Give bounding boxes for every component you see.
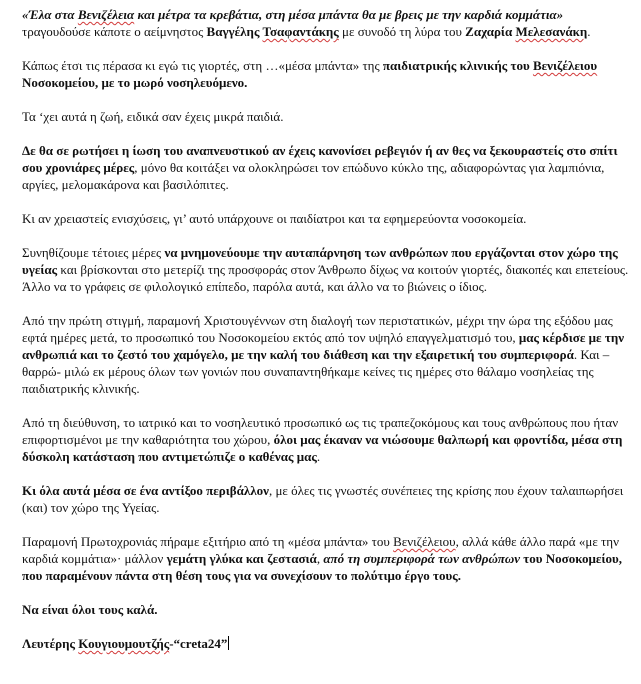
spellcheck-word: Κουγιουμουτζής: [78, 636, 170, 651]
paragraph-staff: [22, 414, 633, 465]
paragraph-environment: [22, 482, 633, 516]
text-run: από τη συμπεριφορά των ανθρώπων: [323, 551, 520, 566]
text-run: Νοσοκομείου, με το μωρό νοσηλευόμενο.: [22, 75, 248, 90]
text-run: Να είναι όλοι τους καλά.: [22, 602, 158, 617]
text-run: .: [316, 449, 321, 464]
paragraph-health-workers: [22, 244, 633, 295]
text-run: ,: [316, 551, 324, 566]
text-run: και μέτρα τα κρεβάτια, στη μέσα μπάντα θα με βρεις με την καρδιά κομμάτια»: [134, 7, 564, 22]
text-run: μας κέρδισε με την ανθρωπιά και το ζεστό του χαμόγελο, με την καλή του διάθεση και την εξαιρετική του συμπεριφορά: [22, 330, 625, 362]
text-run: και βρίσκονται στο μετερίζι της προσφοράς στον Άνθρωπο δίχως να κοιτούν γιορτές, διακοπές και επετείους. Άλλο να το γράφεις σε φιλολογικό επίπεδο, παρόλα αυτά, και άλλο να το βιώνεις ο ίδιος.: [22, 262, 629, 294]
paragraph-life: [22, 108, 633, 125]
text-run: Δε θα σε ρωτήσει η ίωση του αναπνευστικού αν έχεις κανονίσει ρεβεγιόν ή αν θες να ξεκουραστείς στο σπίτι σου χρονιάρες μέρες: [22, 143, 618, 175]
intro-quote-paragraph: [22, 6, 633, 40]
text-run: Κι αν χρειαστείς ενισχύσεις, γι’ αυτό υπάρχουνε οι παιδίατροι και τα εφημερεύοντα νοσοκομεία.: [22, 211, 527, 226]
text-run: .: [587, 24, 591, 39]
text-run: . Και –θαρρώ- μιλώ εκ μέρους όλων των γονιών που συναπαντηθήκαμε κείνες τις ημέρες στο θάλαμο νοσηλείας της παιδιατρικής κλινικής.: [22, 347, 610, 396]
text-run: όλοι μας έκαναν να νιώσουμε θαλπωρή και φροντίδα, μέσα στη δύσκολη κατάσταση που αντιμετώπιζε ο καθένας μας: [22, 432, 623, 464]
text-run: Κι όλα αυτά μέσα σε ένα αντίξοο περιβάλλον: [22, 483, 269, 498]
text-run: Τα ‘χει αυτά η ζωή, ειδικά σαν έχεις μικρά παιδιά.: [22, 109, 284, 124]
text-run: Λευτέρης: [22, 636, 79, 651]
text-run: Από τη διεύθυνση, το ιατρικό και το νοσηλευτικό προσωπικό ως τις τραπεζοκόμους και τους ανθρώπους που ήταν επιφορτισμένοι με την καθαριότητα του χώρου,: [22, 415, 619, 447]
paragraph-first-moment: [22, 312, 633, 397]
text-run: Συνηθίζουμε τέτοιες μέρες: [22, 245, 165, 260]
text-run: με συνοδό τη λύρα του: [338, 24, 466, 39]
signature-line: [22, 635, 633, 652]
text-run: Παραμονή Πρωτοχρονιάς πήραμε εξιτήριο από τη «μέσα μπάντα» του: [22, 534, 394, 549]
text-run: Βαγγέλης: [206, 24, 263, 39]
spellcheck-word: Τσαφαντάκης: [262, 24, 339, 39]
text-cursor: [228, 636, 229, 650]
text-run: , αλλά κάθε άλλο παρά «με την καρδιά κομμάτια»· μάλλον: [22, 534, 619, 566]
text-run: Ζαχαρία: [465, 24, 516, 39]
paragraph-wishes: [22, 601, 633, 618]
paragraph-virus: [22, 142, 633, 193]
text-run: να μνημονεύουμε την αυταπάρνηση των ανθρώπων που εργάζονται στον χώρο της υγείας: [22, 245, 618, 277]
text-run: παιδιατρικής κλινικής του: [382, 58, 533, 73]
text-run: , με όλες τις γνωστές συνέπειες της κρίσης που έχουν ταλαιπωρήσει (και) τον χώρο της Υγείας.: [22, 483, 624, 515]
spellcheck-word: Βενιζέλειου: [532, 58, 598, 73]
paragraph-holidays: [22, 57, 633, 91]
text-run: γεμάτη γλύκα και ζεστασιά: [166, 551, 317, 566]
text-run: Κάπως έτσι τις πέρασα κι εγώ τις γιορτές, στη …«μέσα μπάντα» της: [22, 58, 383, 73]
paragraph-discharge: [22, 533, 633, 584]
text-run: «Έλα στα: [22, 7, 78, 22]
text-run: του Νοσοκομείου, που παραμένουν πάντα στη θέση τους για να συνεχίσουν το πολύτιμο έργο τους.: [22, 551, 622, 583]
text-run: τραγουδούσε κάποτε ο αείμνηστος: [22, 24, 207, 39]
text-run: Από την πρώτη στιγμή, παραμονή Χριστουγέννων στη διαλογή των περιστατικών, μέχρι την ώρα της εξόδου μας εφτά ημέρες μετά, το προσωπικό του Νοσοκομείου εκτός από τον υψηλό επαγγελματισμό του,: [22, 313, 613, 345]
spellcheck-word: Βενιζέλεια: [77, 7, 135, 22]
spellcheck-word: Βενιζέλειου: [393, 534, 456, 549]
text-run: -“creta24”: [169, 636, 228, 651]
spellcheck-word: Μελεσανάκη: [515, 24, 588, 39]
paragraph-reinforcements: [22, 210, 633, 227]
text-run: , μόνο θα κοιτάξει να ολοκληρώσει τον επώδυνο κύκλο της, αδιαφορώντας για λαμπιόνια, αργίες, μελομακάρονα και βασιλόπιτες.: [22, 160, 605, 192]
